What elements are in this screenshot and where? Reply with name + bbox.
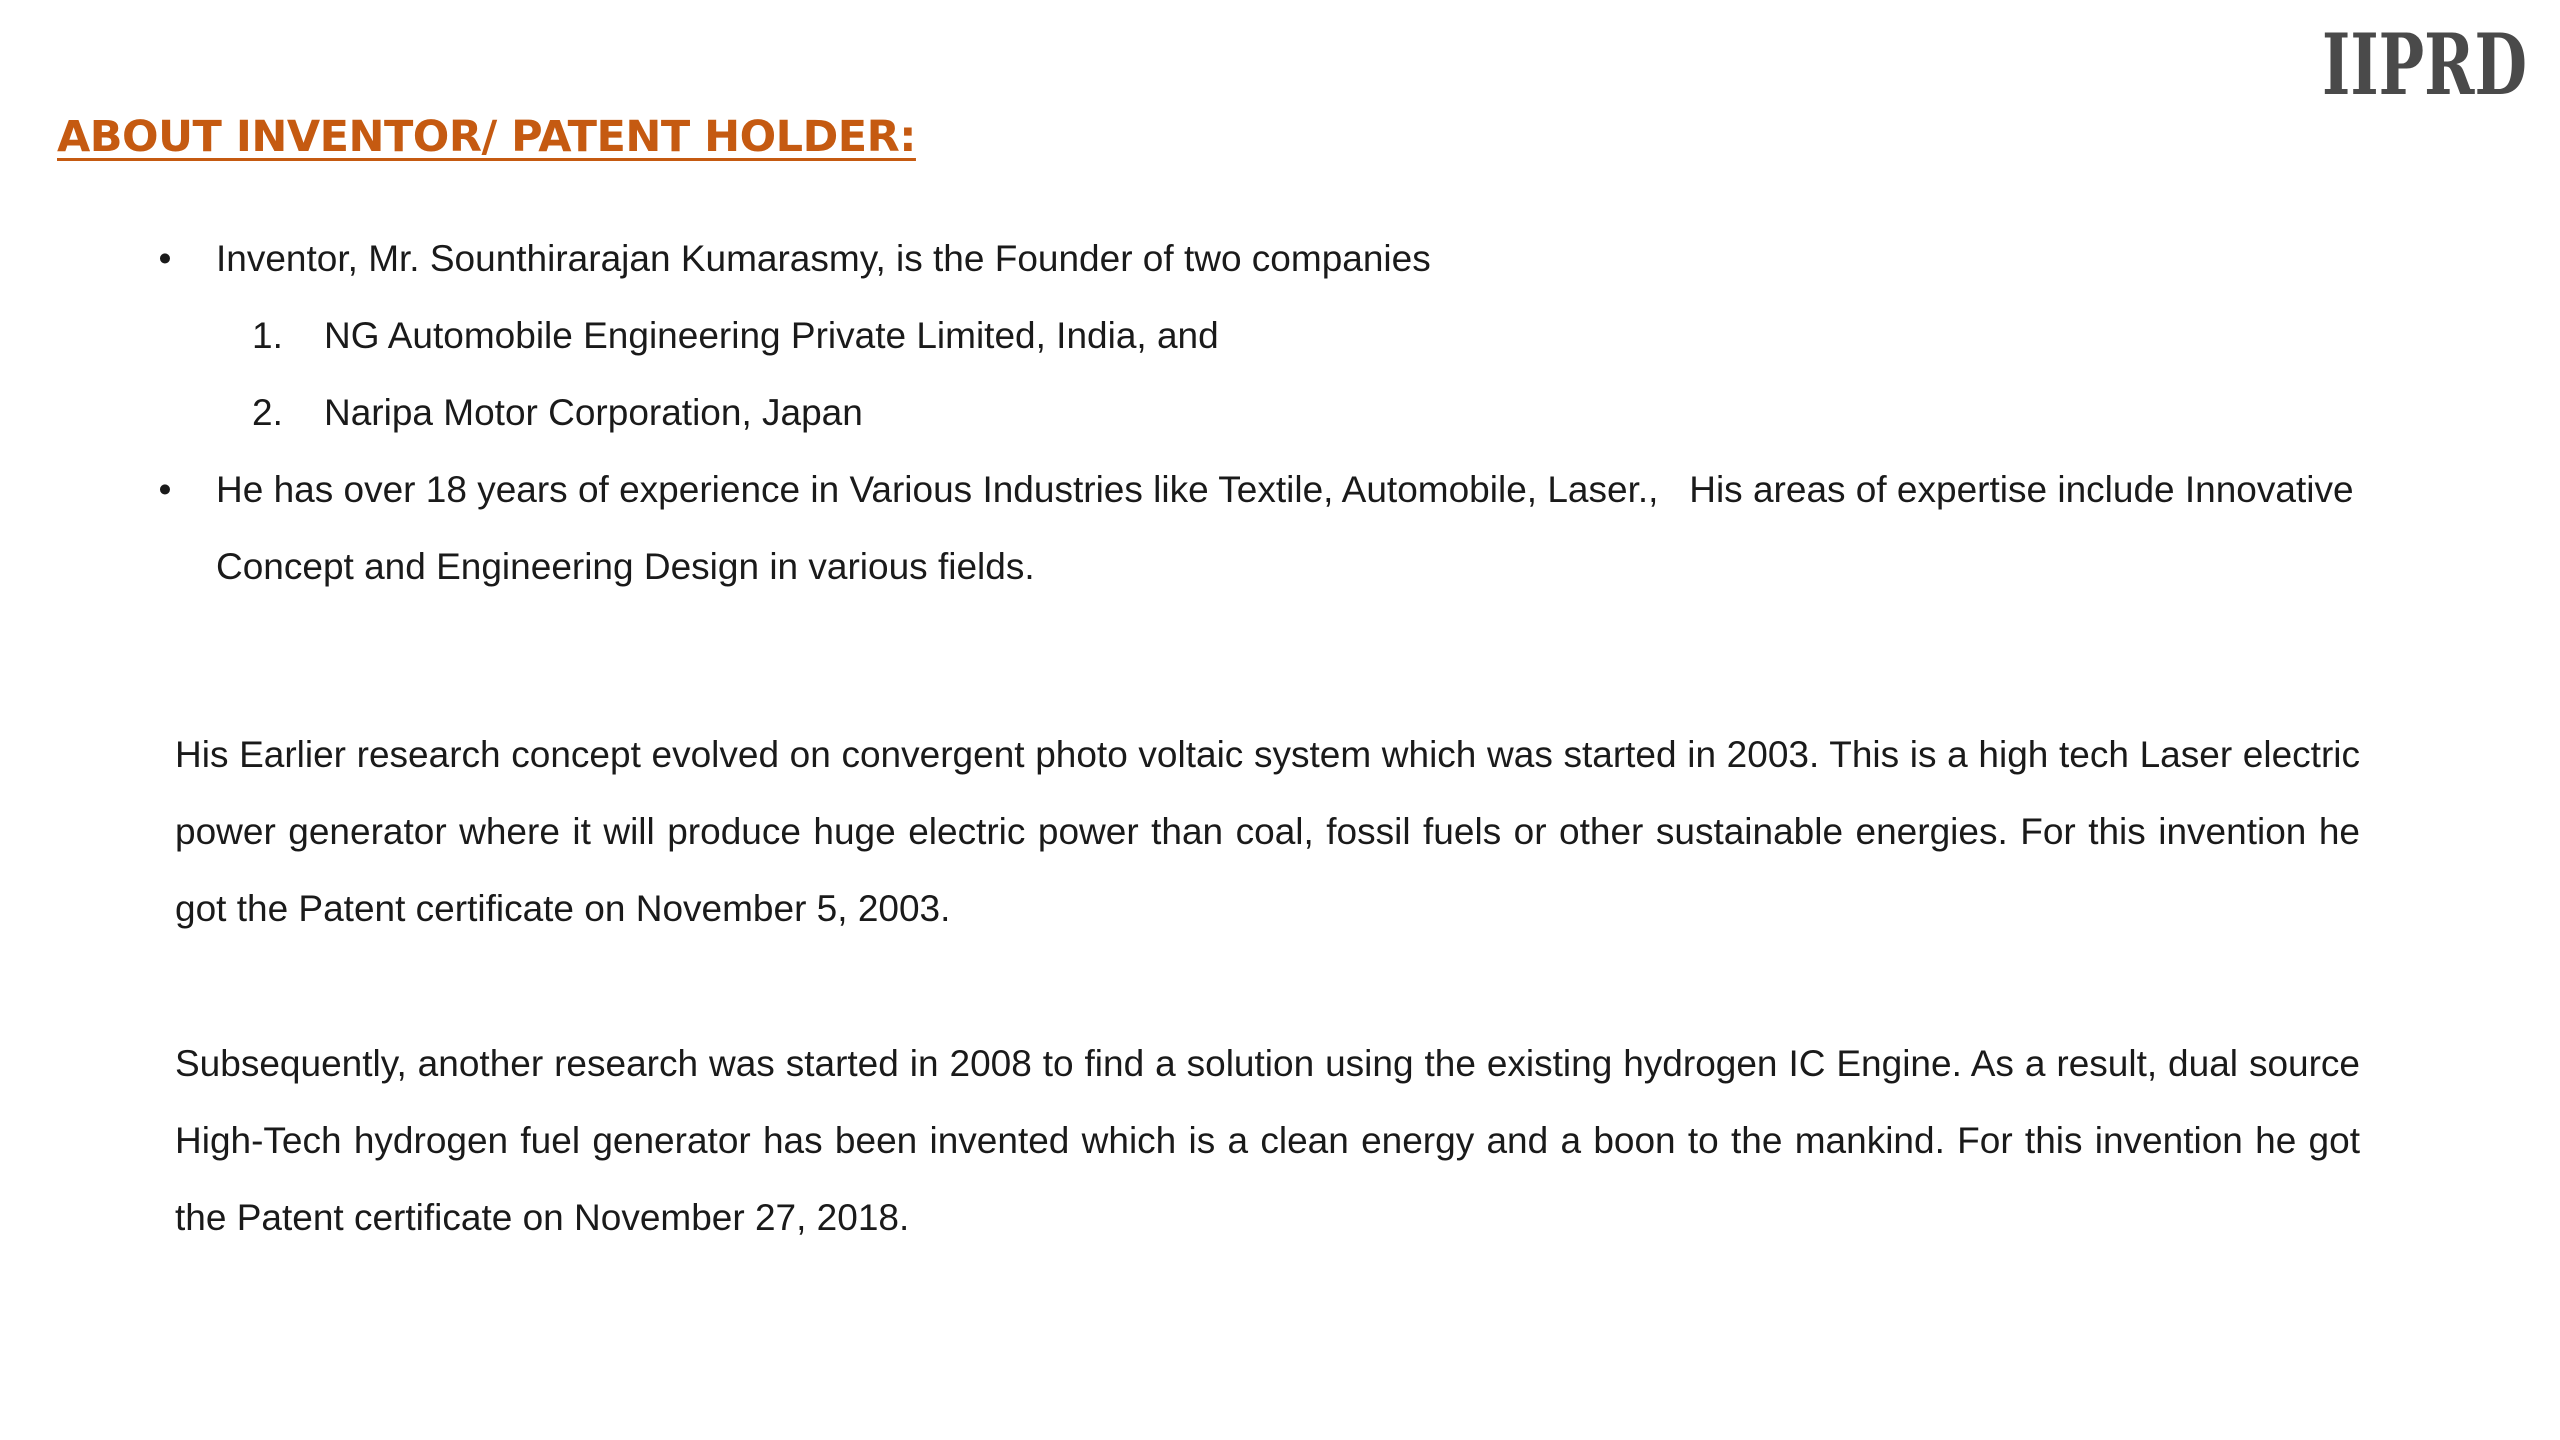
number-marker: 2. (252, 392, 283, 433)
iiprd-logo (2320, 20, 2540, 110)
paragraph-earlier-research: His Earlier research concept evolved on convergent photo voltaic system which was started in 2003. This is a high tech Laser electric power generator where it will produce huge electric power than coal, fossil fuels or other sustainable energies. For this invention he got the Patent certificate on November 5, 2003. (175, 734, 2360, 929)
bullet-item-founder (150, 220, 2360, 451)
logo-text: IIPRD (2322, 20, 2527, 110)
bullet-marker: • (158, 238, 172, 279)
bullet-item-experience (150, 451, 2364, 605)
page-title: ABOUT INVENTOR/ PATENT HOLDER: (57, 112, 916, 162)
bullet-text: Inventor, Mr. Sounthirarajan Kumarasmy, is the Founder of two companies (216, 238, 1431, 279)
bullet-marker: • (158, 469, 172, 510)
company-name: NG Automobile Engineering Private Limited, India, and (324, 315, 1219, 356)
paragraph-subsequent-research: Subsequently, another research was started in 2008 to find a solution using the existing hydrogen IC Engine. As a result, dual source High-Tech hydrogen fuel generator has been invented which is a clean energy and a boon to the mankind. For this invention he got the Patent certificate on November 27, 2018. (175, 1043, 2360, 1238)
number-marker: 1. (252, 315, 283, 356)
company-item (252, 374, 2360, 451)
bullet-list (150, 220, 2364, 605)
logo-graphic (2320, 20, 2540, 110)
company-name: Naripa Motor Corporation, Japan (324, 392, 863, 433)
companies-list (252, 297, 2360, 451)
company-item (252, 297, 2360, 374)
bullet-text: He has over 18 years of experience in Various Industries like Textile, Automobile, Laser., His areas of expertise include Innovative Concept and Engineering Design in various fields. (216, 469, 2364, 587)
